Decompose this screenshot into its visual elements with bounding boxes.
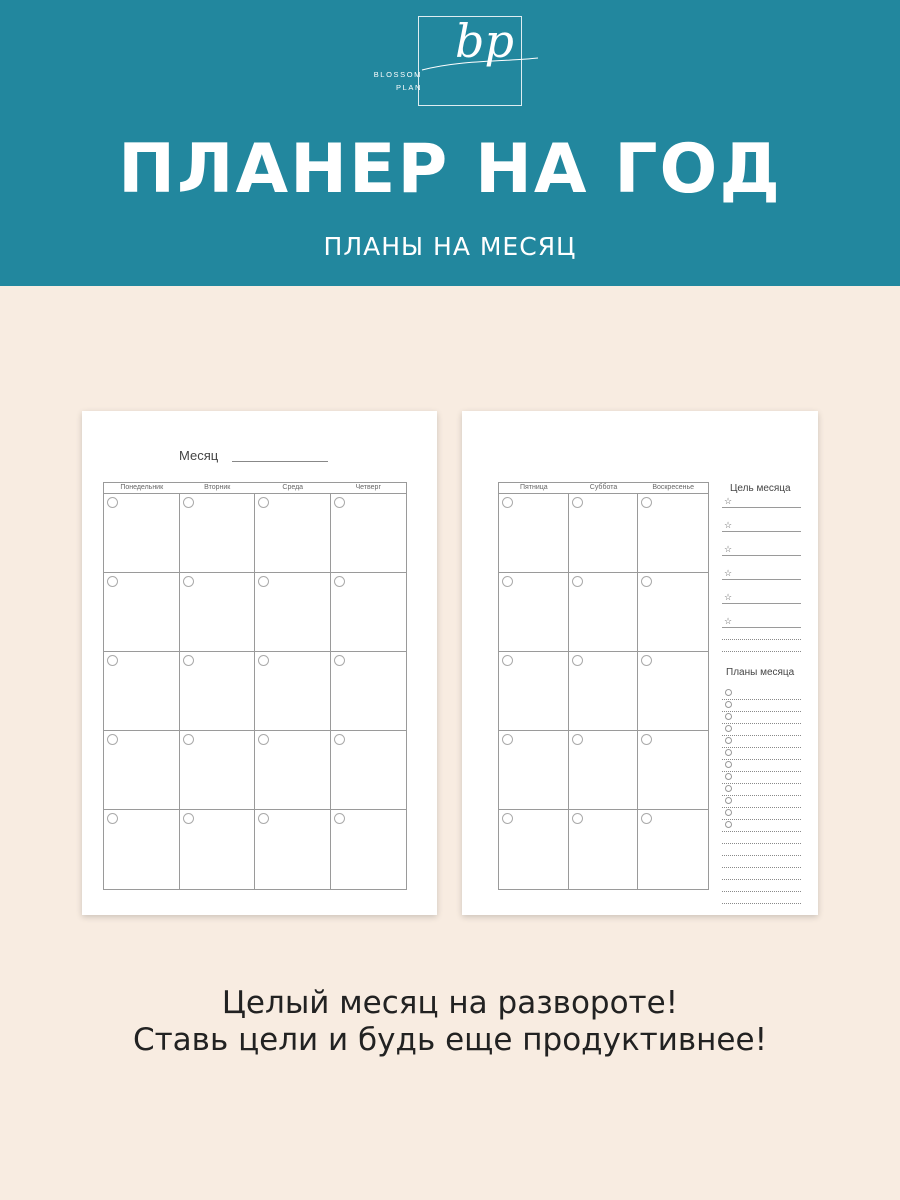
day-circle-icon [183, 655, 194, 666]
day-cell [638, 731, 708, 810]
page-title: ПЛАНЕР НА ГОД [118, 130, 782, 209]
plan-circle-icon [725, 749, 732, 756]
calendar-grid-right [498, 482, 709, 890]
plan-circle-icon [725, 773, 732, 780]
day-cell [499, 652, 569, 731]
day-circle-icon [641, 655, 652, 666]
day-circle-icon [183, 813, 194, 824]
logo-word-plan: PLAN [396, 83, 422, 92]
day-cell [638, 494, 708, 573]
day-circle-icon [572, 576, 583, 587]
day-cell [104, 810, 180, 889]
plan-circle-icon [725, 737, 732, 744]
day-cell [180, 810, 256, 889]
day-circle-icon [258, 497, 269, 508]
day-circle-icon [502, 497, 513, 508]
star-icon: ☆ [724, 568, 733, 578]
day-cell [569, 810, 639, 889]
day-circle-icon [641, 497, 652, 508]
plan-circle-icon [725, 785, 732, 792]
planner-page-right [462, 411, 818, 915]
day-cell [180, 573, 256, 652]
day-cell [499, 810, 569, 889]
planner-page-left [82, 411, 437, 915]
tagline-line-1: Целый месяц на развороте! [221, 985, 679, 1021]
goal-row [722, 495, 801, 508]
day-circle-icon [572, 497, 583, 508]
tagline [0, 985, 900, 1059]
day-cell [255, 652, 331, 731]
plan-circle-icon [725, 713, 732, 720]
day-cell [569, 652, 639, 731]
dotted-line [722, 879, 801, 880]
day-circle-icon [572, 813, 583, 824]
weekday-label: Понедельник [120, 484, 164, 491]
day-circle-icon [258, 813, 269, 824]
dotted-line [722, 855, 801, 856]
day-circle-icon [572, 655, 583, 666]
day-cell [255, 494, 331, 573]
day-circle-icon [334, 813, 345, 824]
plan-row [722, 819, 801, 832]
plan-circle-icon [725, 701, 732, 708]
day-circle-icon [641, 576, 652, 587]
day-circle-icon [334, 734, 345, 745]
day-circle-icon [107, 813, 118, 824]
day-cell [499, 573, 569, 652]
day-cell [331, 652, 407, 731]
weekday-label: Вторник [204, 484, 231, 491]
day-cell [104, 731, 180, 810]
day-circle-icon [334, 576, 345, 587]
dotted-line [722, 651, 801, 652]
day-cell [104, 573, 180, 652]
day-circle-icon [502, 734, 513, 745]
weekday-label: Среда [282, 484, 304, 491]
star-icon: ☆ [724, 496, 733, 506]
day-cell [255, 573, 331, 652]
dotted-line [722, 639, 801, 640]
day-cell [499, 731, 569, 810]
day-circle-icon [334, 497, 345, 508]
star-icon: ☆ [724, 616, 733, 626]
goal-title: Цель месяца [730, 483, 791, 494]
day-cell [331, 810, 407, 889]
goal-row [722, 543, 801, 556]
header-banner [0, 0, 900, 286]
weekday-label: Пятница [519, 484, 548, 491]
dotted-line [722, 903, 801, 904]
day-circle-icon [258, 655, 269, 666]
weekday-label: Суббота [589, 484, 618, 491]
day-circle-icon [183, 576, 194, 587]
day-circle-icon [641, 813, 652, 824]
day-circle-icon [183, 734, 194, 745]
star-icon: ☆ [724, 592, 733, 602]
day-cell [331, 731, 407, 810]
page-subtitle: ПЛАНЫ НА МЕСЯЦ [323, 232, 577, 261]
day-cell [180, 494, 256, 573]
day-circle-icon [641, 734, 652, 745]
weekday-label: Четверг [355, 484, 381, 491]
weekday-header [103, 482, 407, 494]
plan-circle-icon [725, 761, 732, 768]
day-cell [638, 810, 708, 889]
goal-row [722, 591, 801, 604]
day-cell [569, 494, 639, 573]
dotted-line [722, 867, 801, 868]
day-circle-icon [107, 734, 118, 745]
day-cell [638, 652, 708, 731]
plan-circle-icon [725, 809, 732, 816]
day-cell [255, 810, 331, 889]
day-circle-icon [107, 497, 118, 508]
day-circle-icon [572, 734, 583, 745]
day-cells [103, 494, 407, 890]
day-cell [180, 731, 256, 810]
day-cell [331, 573, 407, 652]
plan-circle-icon [725, 689, 732, 696]
plan-circle-icon [725, 821, 732, 828]
goal-row [722, 567, 801, 580]
tagline-line-2: Ставь цели и будь еще продуктивнее! [132, 1022, 768, 1058]
day-circle-icon [107, 576, 118, 587]
day-cell [638, 573, 708, 652]
day-circle-icon [502, 655, 513, 666]
day-circle-icon [107, 655, 118, 666]
weekday-header [498, 482, 709, 494]
day-circle-icon [502, 576, 513, 587]
day-cell [569, 573, 639, 652]
plan-circle-icon [725, 797, 732, 804]
logo-monogram: bp [455, 14, 514, 68]
plan-circle-icon [725, 725, 732, 732]
goal-row [722, 615, 801, 628]
dotted-line [722, 891, 801, 892]
day-circle-icon [502, 813, 513, 824]
logo-word-blossom: BLOSSOM [373, 70, 422, 79]
day-cell [499, 494, 569, 573]
day-circle-icon [183, 497, 194, 508]
day-cell [104, 494, 180, 573]
day-circle-icon [258, 734, 269, 745]
month-label: Месяц [179, 448, 219, 463]
day-cell [180, 652, 256, 731]
dotted-line [722, 843, 801, 844]
weekday-label: Воскресенье [652, 484, 695, 491]
calendar-grid-left [103, 482, 407, 890]
month-line [232, 461, 328, 462]
day-cell [255, 731, 331, 810]
day-cell [331, 494, 407, 573]
day-cell [569, 731, 639, 810]
day-circle-icon [258, 576, 269, 587]
logo-swash-icon [400, 40, 550, 80]
day-cell [104, 652, 180, 731]
day-cells [498, 494, 709, 890]
star-icon: ☆ [724, 544, 733, 554]
star-icon: ☆ [724, 520, 733, 530]
plans-title: Планы месяца [726, 667, 795, 678]
day-circle-icon [334, 655, 345, 666]
goal-row [722, 519, 801, 532]
